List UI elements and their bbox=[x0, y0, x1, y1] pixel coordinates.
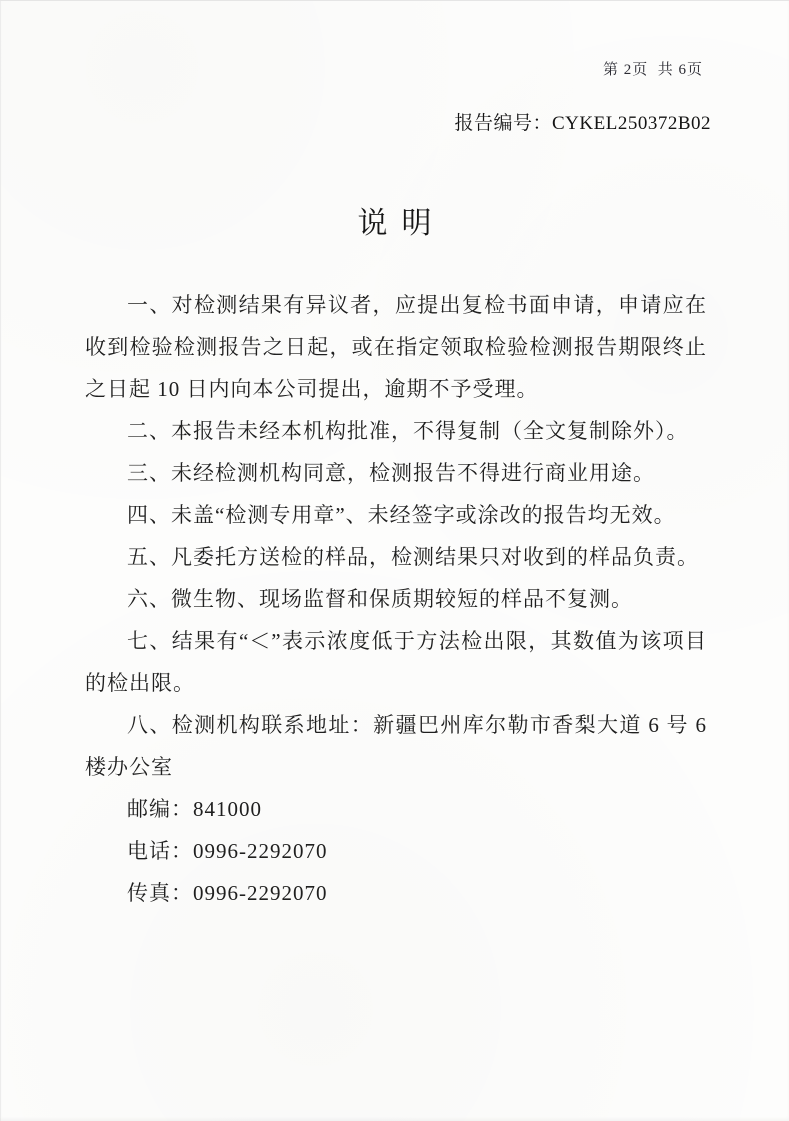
report-number-line bbox=[433, 86, 711, 157]
note-4-invalid-without-seal: 四、未盖“检测专用章”、未经签字或涂改的报告均无效。 bbox=[127, 503, 676, 527]
note-2-no-copy: 二、本报告未经本机构批准，不得复制（全文复制除外）。 bbox=[127, 419, 689, 443]
page-number-indicator: 第 2页 共 6页 bbox=[602, 62, 703, 78]
note-8-contact-address: 八、检测机构联系地址：新疆巴州库尔勒市香梨大道 6 号 6楼办公室 bbox=[85, 713, 707, 779]
report-number-label: 报告编号： bbox=[454, 113, 552, 134]
contact-phone: 电话：0996-2292070 bbox=[127, 839, 328, 863]
note-3-no-commercial-use: 三、未经检测机构同意，检测报告不得进行商业用途。 bbox=[127, 461, 655, 485]
report-number-value: CYKEL250372B02 bbox=[552, 113, 711, 134]
contact-fax: 传真：0996-2292070 bbox=[127, 881, 328, 905]
notes-section bbox=[85, 284, 707, 914]
note-7-detection-limit: 七、结果有“＜”表示浓度低于方法检出限，其数值为该项目的检出限。 bbox=[85, 629, 707, 695]
note-1-recheck-application: 一、对检测结果有异议者，应提出复检书面申请，申请应在收到检验检测报告之日起，或在指定领取检验检测报告期限终止之日起 10 日内向本公司提出，逾期不予受理。 bbox=[85, 293, 707, 401]
contact-postcode: 邮编：841000 bbox=[127, 797, 262, 821]
note-6-no-retest: 六、微生物、现场监督和保质期较短的样品不复测。 bbox=[127, 587, 633, 611]
note-5-sample-responsibility: 五、凡委托方送检的样品，检测结果只对收到的样品负责。 bbox=[127, 545, 699, 569]
page-title: 说明 bbox=[357, 207, 446, 240]
